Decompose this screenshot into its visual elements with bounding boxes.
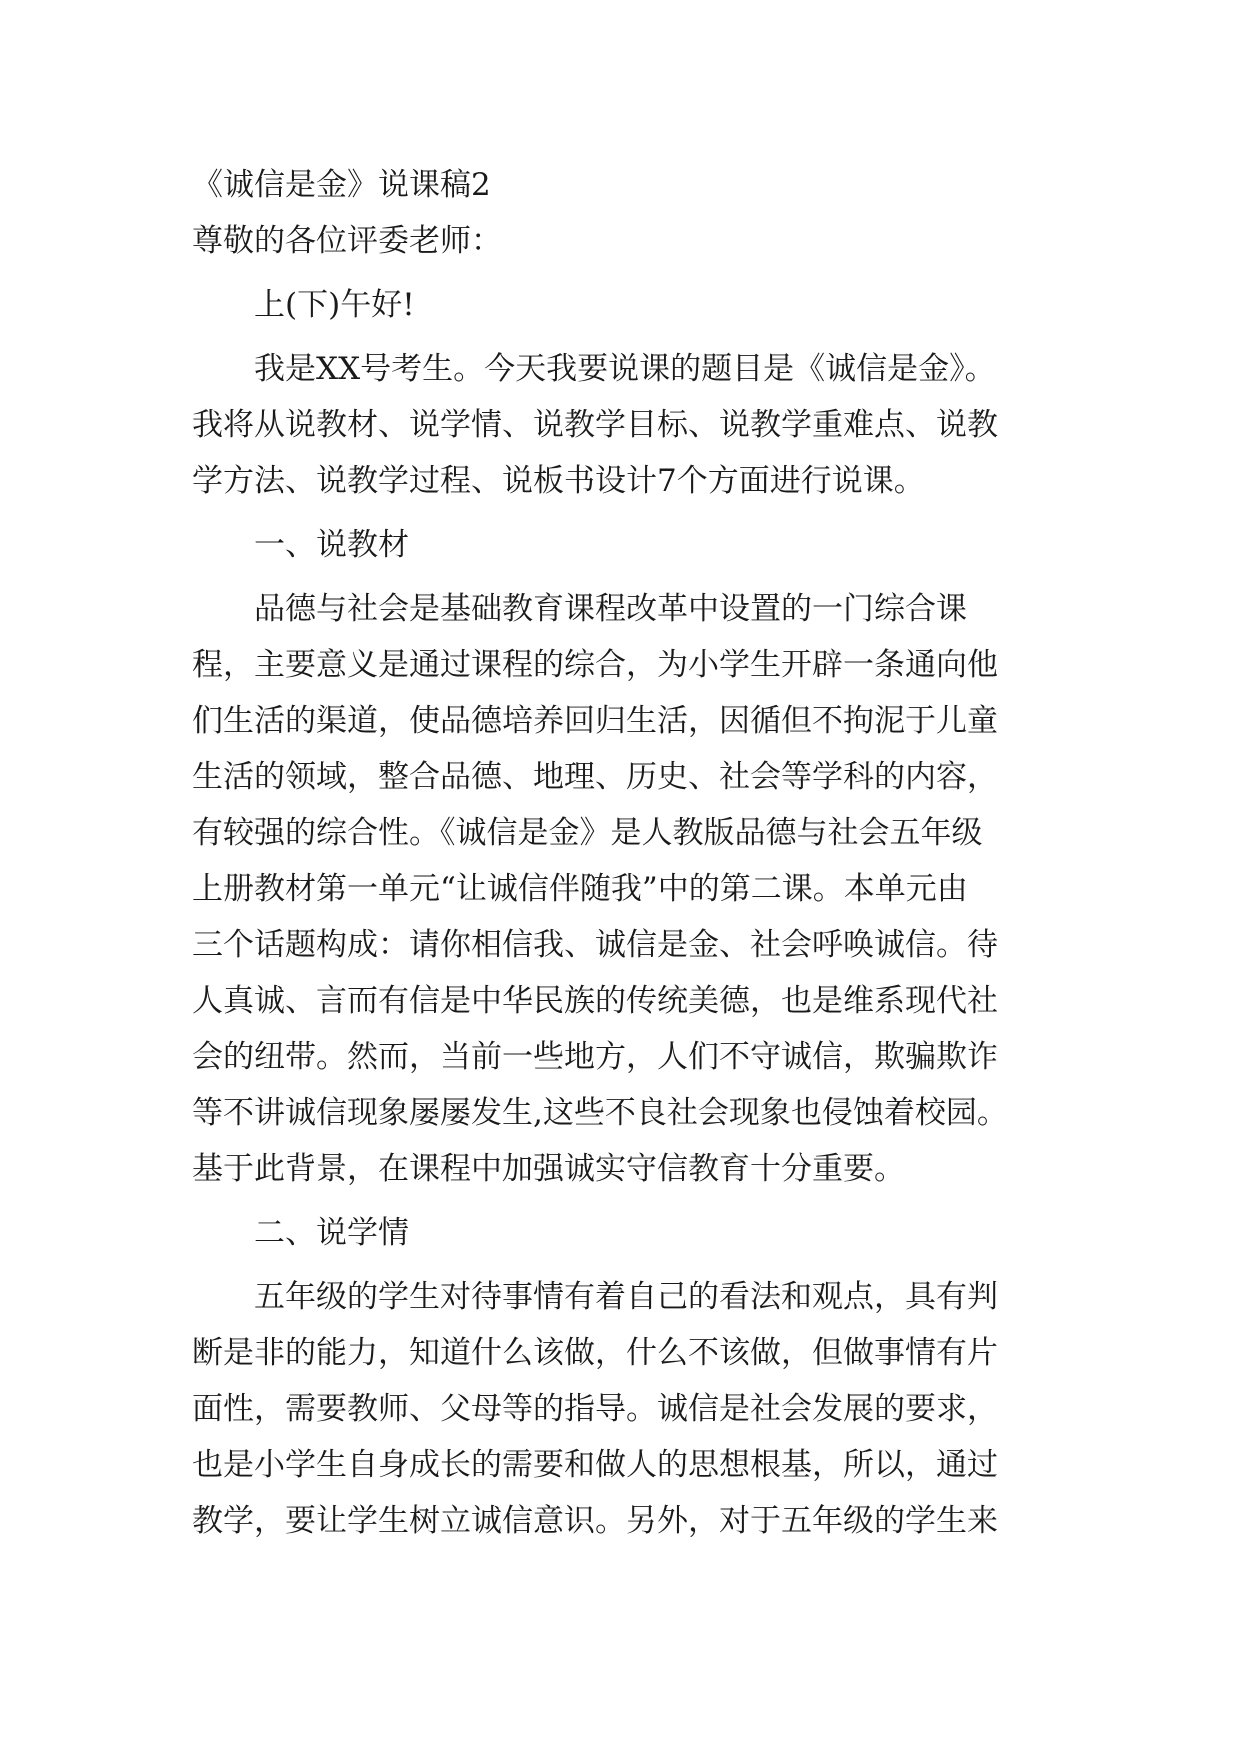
paragraph-line: 生活的领域，整合品德、地理、历史、社会等学科的内容， [192, 759, 998, 795]
salutation: 尊敬的各位评委老师： [192, 223, 502, 259]
paragraph-line: 教学，要让学生树立诚信意识。另外，对于五年级的学生来 [192, 1503, 998, 1539]
paragraph-line: 程，主要意义是通过课程的综合，为小学生开辟一条通向他 [192, 647, 998, 683]
intro-line: 学方法、说教学过程、说板书设计7个方面进行说课。 [192, 463, 925, 499]
paragraph-line: 上册教材第一单元“让诚信伴随我”中的第二课。本单元由 [192, 871, 968, 907]
intro-line: 我是XX号考生。今天我要说课的题目是《诚信是金》。 [254, 351, 996, 387]
paragraph-line: 品德与社会是基础教育课程改革中设置的一门综合课 [254, 591, 967, 627]
paragraph-line: 会的纽带。然而，当前一些地方，人们不守诚信，欺骗欺诈 [192, 1039, 998, 1075]
paragraph-line: 五年级的学生对待事情有着自己的看法和观点，具有判 [254, 1279, 998, 1315]
paragraph-line: 人真诚、言而有信是中华民族的传统美德，也是维系现代社 [192, 983, 998, 1019]
paragraph-line: 基于此背景，在课程中加强诚实守信教育十分重要。 [192, 1151, 905, 1187]
paragraph-line: 三个话题构成：请你相信我、诚信是金、社会呼唤诚信。待 [192, 927, 998, 963]
section-heading-students: 二、说学情 [254, 1215, 409, 1251]
intro-line: 我将从说教材、说学情、说教学目标、说教学重难点、说教 [192, 407, 998, 443]
document-body [192, 157, 1052, 1549]
paragraph-line: 们生活的渠道，使品德培养回归生活，因循但不拘泥于儿童 [192, 703, 998, 739]
paragraph-line: 等不讲诚信现象屡屡发生,这些不良社会现象也侵蚀着校园。 [192, 1095, 1008, 1131]
paragraph-line: 也是小学生自身成长的需要和做人的思想根基，所以，通过 [192, 1447, 998, 1483]
paragraph-line: 有较强的综合性。《诚信是金》是人教版品德与社会五年级 [192, 815, 983, 851]
greeting: 上(下)午好! [254, 287, 415, 323]
section-heading-textbook: 一、说教材 [254, 527, 409, 563]
document-title: 《诚信是金》说课稿2 [192, 167, 491, 203]
paragraph-line: 断是非的能力，知道什么该做，什么不该做，但做事情有片 [192, 1335, 998, 1371]
paragraph-line: 面性，需要教师、父母等的指导。诚信是社会发展的要求， [192, 1391, 998, 1427]
